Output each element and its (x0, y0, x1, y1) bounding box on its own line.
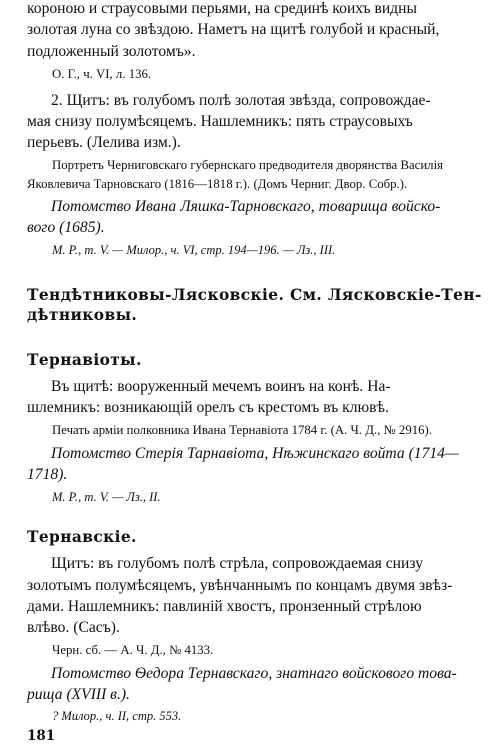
source-note: Печать арміи полковника Ивана Тернавіота 1784 г. (А. Ч. Д., № 2916). (52, 423, 432, 437)
entry-heading: Тендѣтниковы-Лясковскіе. См. Лясковскіе-Тен- (27, 286, 482, 304)
reference-line: ? Милор., ч. II, стр. 553. (52, 709, 182, 723)
entry-heading: Тернавскіе. (27, 528, 137, 546)
lineage-line: вого (1685). (27, 219, 105, 236)
lineage-line: рища (XVIII в.). (27, 686, 130, 703)
text-line: Въ щитѣ: вооруженный мечемъ воинъ на конѣ. На- (51, 378, 391, 395)
text-line: золотая луна со звѣздою. Наметъ на щитѣ голубой и красный, (27, 21, 440, 38)
text-line: влѣво. (Сасъ). (27, 619, 120, 636)
source-note: Портретъ Черниговскаго губернскаго предводителя дворянства Василія (52, 158, 444, 172)
text-line: короною и страусовыми перьями, на срединѣ коихъ видны (27, 0, 417, 17)
text-line: шлемникъ: возникающій орелъ съ крестомъ въ клювѣ. (27, 399, 389, 416)
page-number: 181 (27, 728, 56, 744)
source-note: Яковлевича Тарновскаго (1816—1818 г.). (Домъ Черниг. Двор. Собр.). (27, 177, 408, 191)
lineage-line: 1718). (27, 466, 68, 483)
source-note: Черн. сб. — А. Ч. Д., № 4133. (52, 643, 214, 657)
reference-line: М. Р., т. V. — Лз., II. (52, 490, 161, 504)
text-line: перьевъ. (Лелива изм.). (27, 134, 181, 151)
entry-heading: Тернавіоты. (27, 351, 142, 369)
entry-heading: дѣтниковы. (27, 306, 138, 324)
text-line: Щитъ: въ голубомъ полѣ стрѣла, сопровождаемая снизу (51, 555, 423, 572)
lineage-line: Потомство Ѳедора Тернавскаго, знатнаго войскового това- (51, 665, 457, 682)
source-note: О. Г., ч. VI, л. 136. (52, 67, 152, 81)
text-line: 2. Щитъ: въ голубомъ полѣ золотая звѣзда, сопровождае- (51, 92, 431, 109)
lineage-line: Потомство Ивана Ляшка-Тарновскаго, товарища войско- (51, 198, 441, 215)
text-line: золотымъ полумѣсяцемъ, увѣнчаннымъ по концамъ двумя звѣз- (27, 577, 453, 594)
lineage-line: Потомство Стерія Тарнавіота, Нѣжинскаго войта (1714— (51, 445, 459, 462)
text-line: мая снизу полумѣсяцемъ. Нашлемникъ: пять страусовыхъ (27, 113, 413, 130)
text-line: подложенный золотомъ». (27, 43, 196, 60)
text-line: дами. Нашлемникъ: павлиній хвостъ, пронзенный стрѣлою (27, 598, 422, 615)
reference-line: М. Р., т. V. — Милор., ч. VI, стр. 194—196. — Лз., III. (52, 243, 336, 257)
